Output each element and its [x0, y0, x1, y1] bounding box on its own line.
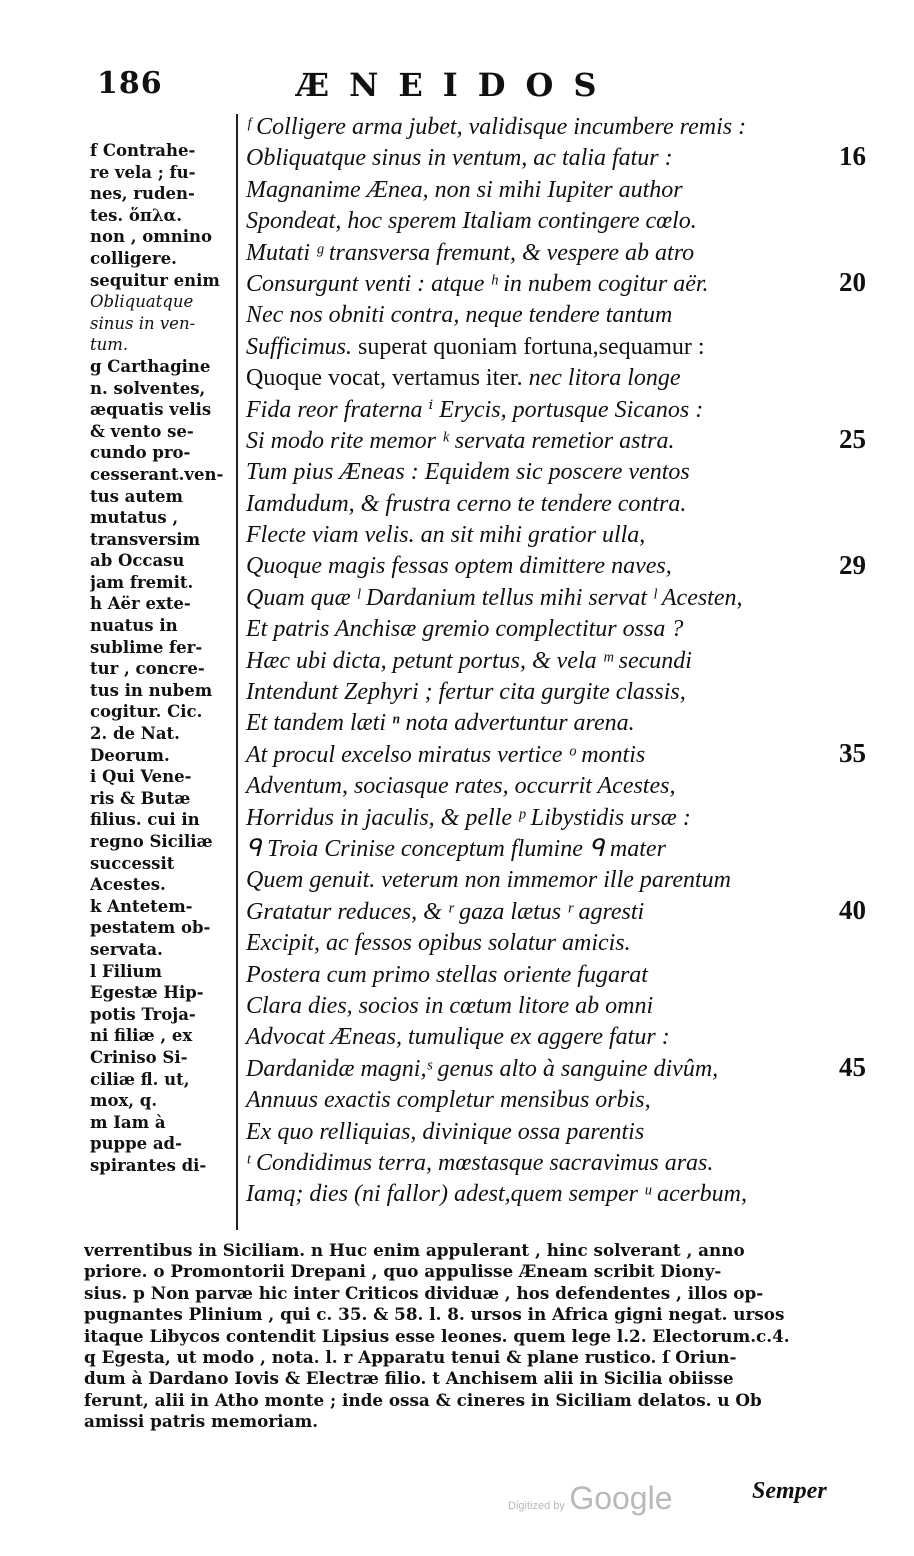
margin-note-line: mutatus , — [90, 508, 179, 528]
margin-note-line: f Contrahe- — [90, 141, 196, 160]
verse-roman-text: superat quoniam fortuna,sequamur : — [358, 333, 705, 360]
verse-line — [246, 928, 866, 959]
verse-line — [246, 865, 866, 896]
verse-text: Advocat Æneas, tumulique ex aggere fatur : — [246, 1024, 670, 1051]
margin-note-line: Criniso Si- — [90, 1047, 188, 1067]
verse-text: Iamdudum, & frustra cerno te tendere contra. — [246, 490, 687, 517]
verse-line — [246, 489, 866, 520]
verse-text: Excipit, ac fessos opibus solatur amicis. — [246, 930, 631, 957]
verse-line — [246, 803, 866, 834]
verse-line — [246, 614, 866, 645]
footnotes — [84, 1240, 854, 1433]
margin-note-line: cogitur. Cic. — [90, 702, 203, 722]
verse-line — [246, 1148, 866, 1179]
verse-text: nec litora longe — [528, 365, 681, 392]
verse-text: ᶠ Colligere arma jubet, validisque incumbere remis : — [246, 114, 747, 140]
verse-text: Magnanime Ænea, non si mihi Iupiter author — [246, 176, 683, 203]
verse-line — [246, 1022, 866, 1053]
footnote-line: verrentibus in Siciliam. n Huc enim appulerant , hinc solverant , anno — [84, 1240, 745, 1260]
verse-text: Nec nos obniti contra, neque tendere tantum — [246, 302, 673, 329]
digitized-watermark — [508, 1480, 673, 1517]
verse-text: Postera cum primo stellas oriente fugarat — [246, 961, 648, 988]
margin-note-line: ab Occasu — [90, 551, 185, 571]
verse-line — [246, 332, 866, 363]
margin-note-line: jam fremit. — [90, 572, 194, 592]
verse-line-number: 20 — [839, 267, 866, 297]
verse-line — [246, 269, 866, 300]
footnote-line: itaque Libycos contendit Lipsius esse leones. quem lege l.2. Electorum.c.4. — [84, 1325, 790, 1346]
verse-line — [246, 520, 866, 551]
verse-line-number: 45 — [839, 1052, 866, 1082]
verse-text: Gratatur reduces, & ʳ gaza lætus ʳ agresti — [246, 898, 645, 925]
verse-text: Quoque magis fessas optem dimittere naves, — [246, 553, 672, 580]
margin-note-line: æquatis velis — [90, 400, 212, 420]
footnote-line: amissi patris memoriam. — [84, 1411, 319, 1432]
verse-text: Adventum, sociasque rates, occurrit Acestes, — [246, 773, 676, 800]
margin-note-line: g Carthagine — [90, 356, 211, 376]
verse-text: Hæc ubi dicta, petunt portus, & vela ᵐ secundi — [246, 647, 692, 674]
page-number: 186 — [97, 66, 163, 101]
verse-line — [246, 1179, 866, 1210]
margin-note-line: tes. ὅπλα. — [90, 205, 182, 225]
margin-note-line: Acestes. — [90, 875, 166, 895]
verse-text: Quam quæ ˡ Dardanium tellus mihi servat ˡ Acesten, — [246, 584, 743, 611]
verse-line — [246, 238, 866, 269]
verse-line-number: 16 — [839, 141, 866, 172]
verse-line-number: 35 — [839, 738, 866, 768]
footnote-line: dum à Dardano Iovis & Electræ filio. t Anchisem alii in Sicilia obiisse — [84, 1368, 734, 1389]
verse-text: ᑫ Troia Crinise conceptum flumine ᑫ mater — [246, 835, 666, 862]
margin-note-line: Deorum. — [90, 745, 170, 765]
footnote-line: sius. p Non parvæ hic inter Criticos dividuæ , hos defendentes , illos op- — [84, 1282, 764, 1303]
verse-line — [246, 1085, 866, 1116]
margin-note-line: filius. cui in — [90, 810, 200, 830]
verse-text: Annuus exactis completur mensibus orbis, — [246, 1087, 651, 1114]
verse-text: Clara dies, socios in cœtum litore ab omni — [246, 992, 654, 1019]
margin-note-line: regno Siciliæ — [90, 832, 213, 851]
verse-roman-text: Quoque vocat, vertamus iter. — [246, 365, 529, 392]
verse-line — [246, 300, 866, 331]
verse-line — [246, 583, 866, 614]
footnote-line: priore. o Promontorii Drepani , quo appulisse Æneam scribit Diony- — [84, 1261, 722, 1282]
margin-note-line: sequitur enim — [90, 270, 220, 290]
margin-note-line: mox, q. — [90, 1091, 158, 1111]
verse-text: ᵗ Condidimus terra, mœstasque sacravimus aras. — [246, 1149, 714, 1176]
watermark-small: Digitized by — [508, 1500, 565, 1512]
margin-note-line: potis Troja- — [90, 1004, 196, 1024]
margin-note-line: ciliæ fl. ut, — [90, 1069, 190, 1089]
margin-note-line: k Antetem- — [90, 896, 193, 916]
margin-note-line: tus autem — [90, 486, 183, 506]
verse-text: Fida reor fraterna ⁱ Erycis, portusque Sicanos : — [246, 396, 704, 423]
margin-note-line: h Aër exte- — [90, 594, 191, 614]
margin-note-line: cundo pro- — [90, 443, 191, 463]
margin-note-line: & vento se- — [90, 421, 194, 441]
verse-text: Tum pius Æneas : Equidem sic poscere ventos — [246, 459, 690, 486]
verse-line — [246, 708, 866, 739]
margin-note-line: nes, ruden- — [90, 184, 195, 204]
verse-text: Si modo rite memor ᵏ servata remetior astra. — [246, 427, 675, 454]
margin-note-line: pestatem ob- — [90, 918, 211, 938]
verse-text: Horridus in jaculis, & pelle ᵖ Libystidis ursæ : — [246, 804, 691, 831]
column-rule — [236, 114, 238, 1230]
verse-line-number: 25 — [839, 424, 866, 454]
verse-line — [246, 143, 866, 174]
watermark-logo: Google — [569, 1480, 673, 1516]
verse-line-number: 40 — [839, 895, 866, 925]
verse-line-number: 29 — [839, 549, 866, 580]
margin-note-line: colligere. — [90, 248, 177, 268]
verse-line — [246, 991, 866, 1022]
verse-line — [246, 206, 866, 237]
verse-text: Flecte viam velis. an sit mihi gratior ulla, — [246, 522, 646, 549]
verse-text: Sufficimus. — [246, 333, 358, 360]
verse-line — [246, 551, 866, 582]
verse-text: Quem genuit. veterum non immemor ille parentum — [246, 867, 732, 894]
verse-line — [246, 363, 866, 394]
margin-note-line: nuatus in — [90, 616, 178, 636]
verse-text: Spondeat, hoc sperem Italiam contingere cœlo. — [246, 208, 697, 235]
margin-note-line: l Filium — [90, 961, 162, 981]
margin-note-line: tum. — [90, 335, 129, 355]
verse-line — [246, 1054, 866, 1085]
verse-text: At procul excelso miratus vertice ᵒ montis — [246, 741, 646, 768]
verse-line — [246, 897, 866, 928]
margin-notes — [90, 140, 234, 1177]
margin-note-line: n. solventes, — [90, 378, 206, 398]
margin-note-line: Obliquatque — [90, 292, 194, 312]
footnote-line: ferunt, alii in Atho monte ; inde ossa & cineres in Siciliam delatos. u Ob — [84, 1389, 762, 1410]
footnote-line: pugnantes Plinium , qui c. 35. & 58. l. 8. ursos in Africa gigni negat. ursos — [84, 1304, 785, 1325]
margin-note-line: cesserant.ven- — [90, 464, 224, 484]
verse-line — [246, 457, 866, 488]
verse-text: Obliquatque sinus in ventum, ac talia fatur : — [246, 145, 673, 172]
verse-line — [246, 740, 866, 771]
margin-note-line: tus in nubem — [90, 680, 213, 700]
margin-note-line: sublime fer- — [90, 637, 203, 657]
verse-line — [246, 112, 866, 143]
verse-line — [246, 677, 866, 708]
running-head: ÆNEIDOS — [296, 66, 617, 104]
margin-note-line: servata. — [90, 939, 163, 959]
margin-note-line: m Iam à — [90, 1112, 166, 1132]
margin-note-line: spirantes di- — [90, 1155, 207, 1175]
verse-line — [246, 834, 866, 865]
verse-text: Dardanidæ magni,ˢ genus alto à sanguine divûm, — [246, 1055, 719, 1082]
verse-column — [246, 112, 866, 1211]
verse-text: Et tandem læti ⁿ nota advertuntur arena. — [246, 710, 635, 737]
margin-note-line: tur , concre- — [90, 659, 205, 679]
verse-line — [246, 395, 866, 426]
verse-text: Ex quo relliquias, divinique ossa parentis — [246, 1118, 645, 1145]
verse-text: Consurgunt venti : atque ʰ in nubem cogitur aër. — [246, 270, 709, 297]
verse-text: Intendunt Zephyri ; fertur cita gurgite classis, — [246, 679, 686, 706]
margin-note-line: sinus in ven- — [90, 313, 196, 333]
footnote-line: q Egesta, ut modo , nota. l. r Apparatu tenui & plane rustico. ſ Oriun- — [84, 1347, 737, 1368]
margin-note-line: Egestæ Hip- — [90, 983, 204, 1003]
verse-line — [246, 1117, 866, 1148]
verse-line — [246, 771, 866, 802]
verse-line — [246, 426, 866, 457]
margin-note-line: re vela ; fu- — [90, 162, 196, 182]
verse-text: Et patris Anchisæ gremio complectitur ossa ? — [246, 616, 684, 643]
verse-line — [246, 646, 866, 677]
catchword: Semper — [752, 1478, 827, 1504]
margin-note-line: non , omnino — [90, 227, 212, 247]
margin-note-line: ris & Butæ — [90, 788, 191, 808]
margin-note-line: 2. de Nat. — [90, 724, 180, 744]
verse-text: Mutati ᵍ transversa fremunt, & vespere ab atro — [246, 239, 695, 266]
verse-line — [246, 960, 866, 991]
margin-note-line: transversim — [90, 529, 201, 549]
margin-note-line: successit — [90, 853, 175, 873]
margin-note-line: ni filiæ , ex — [90, 1026, 193, 1046]
margin-note-line: i Qui Vene- — [90, 767, 192, 787]
margin-note-line: puppe ad- — [90, 1134, 182, 1154]
verse-text: Iamq; dies (ni fallor) adest,quem semper ᵘ acerbum, — [246, 1181, 747, 1208]
verse-line — [246, 175, 866, 206]
